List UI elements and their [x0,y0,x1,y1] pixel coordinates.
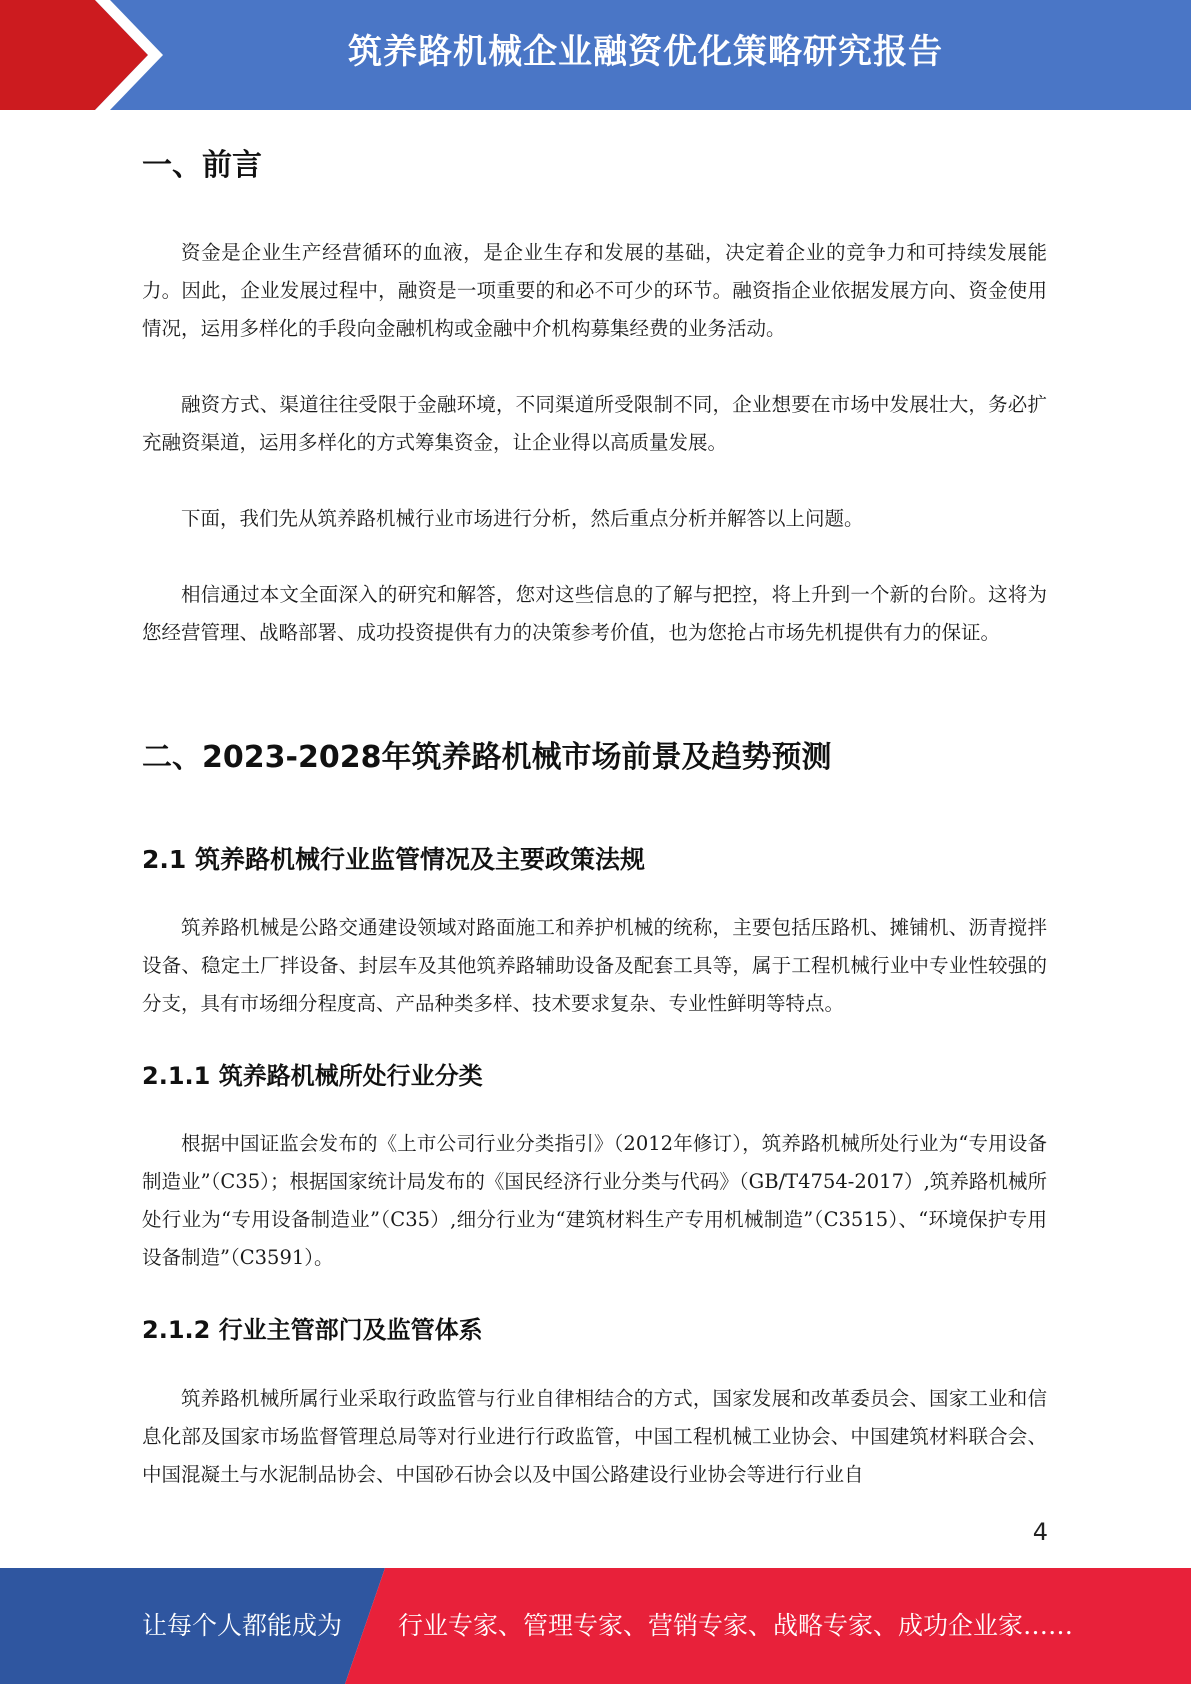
page-footer [0,1568,1191,1684]
report-title: 筑养路机械企业融资优化策略研究报告 [348,32,943,72]
preface-paragraph-1: 资金是企业生产经营循环的血液，是企业生存和发展的基础，决定着企业的竞争力和可持续发展能力。因此，企业发展过程中，融资是一项重要的和必不可少的环节。融资指企业依据发展方向、资金使用情况，运用多样化的手段向金融机构或金融中介机构募集经费的业务活动。 [142,241,1047,340]
section-heading-preface: 一、前言 [142,148,262,183]
preface-paragraph-3: 下面，我们先从筑养路机械行业市场进行分析，然后重点分析并解答以上问题。 [181,507,864,530]
subsection-heading-2-1-1: 2.1.1 筑养路机械所处行业分类 [142,1062,483,1090]
paragraph-2-1: 筑养路机械是公路交通建设领域对路面施工和养护机械的统称，主要包括压路机、摊铺机、沥青搅拌设备、稳定土厂拌设备、封层车及其他筑养路辅助设备及配套工具等，属于工程机械行业中专业性较强的分支，具有市场细分程度高、产品种类多样、技术要求复杂、专业性鲜明等特点。 [142,916,1047,1015]
preface-paragraph-2: 融资方式、渠道往往受限于金融环境，不同渠道所受限制不同，企业想要在市场中发展壮大，务必扩充融资渠道，运用多样化的方式筹集资金，让企业得以高质量发展。 [142,393,1047,454]
section-heading-forecast: 二、2023-2028年筑养路机械市场前景及趋势预测 [142,740,832,775]
paragraph-2-1-2: 筑养路机械所属行业采取行政监管与行业自律相结合的方式，国家发展和改革委员会、国家工业和信息化部及国家市场监督管理总局等对行业进行行政监管，中国工程机械工业协会、中国建筑材料联合会、中国混凝土与水泥制品协会、中国砂石协会以及中国公路建设行业协会等进行行业自 [142,1387,1047,1486]
footer-slogan-right: 行业专家、管理专家、营销专家、战略专家、成功企业家…… [398,1611,1074,1640]
footer-slogan-left: 让每个人都能成为 [142,1611,343,1640]
subsection-heading-2-1: 2.1 筑养路机械行业监管情况及主要政策法规 [142,845,645,874]
page-header [0,0,1191,110]
page-number: 4 [1032,1518,1048,1546]
paragraph-2-1-1: 根据中国证监会发布的《上市公司行业分类指引》（2012年修订），筑养路机械所处行业为“专用设备制造业”（C35）；根据国家统计局发布的《国民经济行业分类与代码》（GB/T4754-2017）,筑养路机械所处行业为“专用设备制造业”（C35）,细分行业为“建筑材料生产专用机械制造”（C3515）、“环境保护专用设备制造”（C3591）。 [142,1132,1047,1269]
preface-paragraph-4: 相信通过本文全面深入的研究和解答，您对这些信息的了解与把控，将上升到一个新的台阶。这将为您经营管理、战略部署、成功投资提供有力的决策参考价值，也为您抢占市场先机提供有力的保证。 [142,583,1047,644]
subsection-heading-2-1-2: 2.1.2 行业主管部门及监管体系 [142,1316,483,1344]
